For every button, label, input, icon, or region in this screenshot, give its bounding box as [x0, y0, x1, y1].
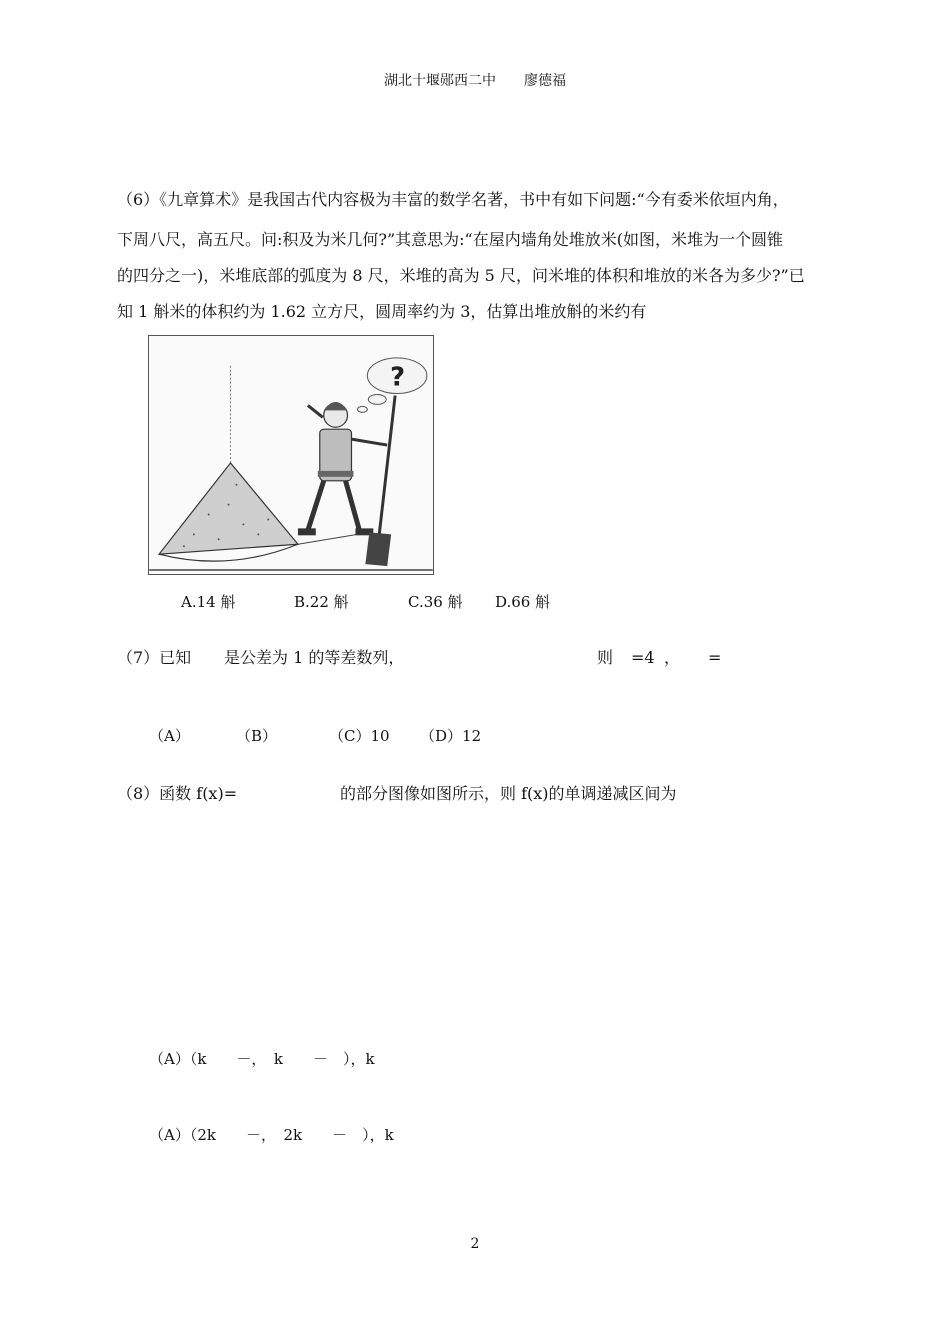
- q7-stem-f: =: [708, 648, 722, 667]
- q7-option-a: （A）: [149, 727, 190, 745]
- q7-stem-b: 是公差为 1 的等差数列，: [224, 648, 405, 667]
- q8-stem-a: （8）函数 f(x)=: [117, 784, 238, 803]
- q6-option-c: C.36 斛: [408, 593, 463, 611]
- q8-option-b: （A）（2k －， 2k － ），k: [149, 1126, 394, 1144]
- q7-stem-d: =4: [631, 648, 655, 667]
- q8-stem-b: 的部分图像如图所示，则 f(x)的单调递减区间为: [340, 784, 677, 803]
- q7-stem-c: 则: [597, 648, 614, 667]
- figure-question-mark: ?: [390, 362, 406, 393]
- q6-line-4: 知 1 斛米的体积约为 1.62 立方尺，圆周率约为 3，估算出堆放斛的米约有: [117, 302, 647, 321]
- page-header: 湖北十堰郧西二中 廖德福: [384, 73, 566, 89]
- q7-stem-a: （7）已知: [117, 648, 192, 667]
- q7-stem-e: ，: [664, 648, 681, 667]
- q6-option-d: D.66 斛: [495, 593, 551, 611]
- rice-pile-illustration: [148, 335, 434, 575]
- q6-line-3: 的四分之一)，米堆底部的弧度为 8 尺，米堆的高为 5 尺，问米堆的体积和堆放的米各为多少?”已: [117, 266, 805, 285]
- q6-option-a: A.14 斛: [181, 593, 236, 611]
- page-number: 2: [470, 1236, 480, 1252]
- q6-line-1: （6）《九章算术》是我国古代内容极为丰富的数学名著，书中有如下问题:“今有委米依垣内角，: [117, 190, 789, 209]
- q7-option-c: （C）10: [329, 727, 390, 745]
- q7-option-d: （D）12: [420, 727, 482, 745]
- q7-option-b: （B）: [236, 727, 278, 745]
- q8-option-a: （A）（k －， k － ），k: [149, 1050, 375, 1068]
- q6-line-2: 下周八尺，高五尺。问:积及为米几何?”其意思为:“在屋内墙角处堆放米(如图，米堆为一个圆锥: [117, 230, 783, 249]
- q6-option-b: B.22 斛: [294, 593, 349, 611]
